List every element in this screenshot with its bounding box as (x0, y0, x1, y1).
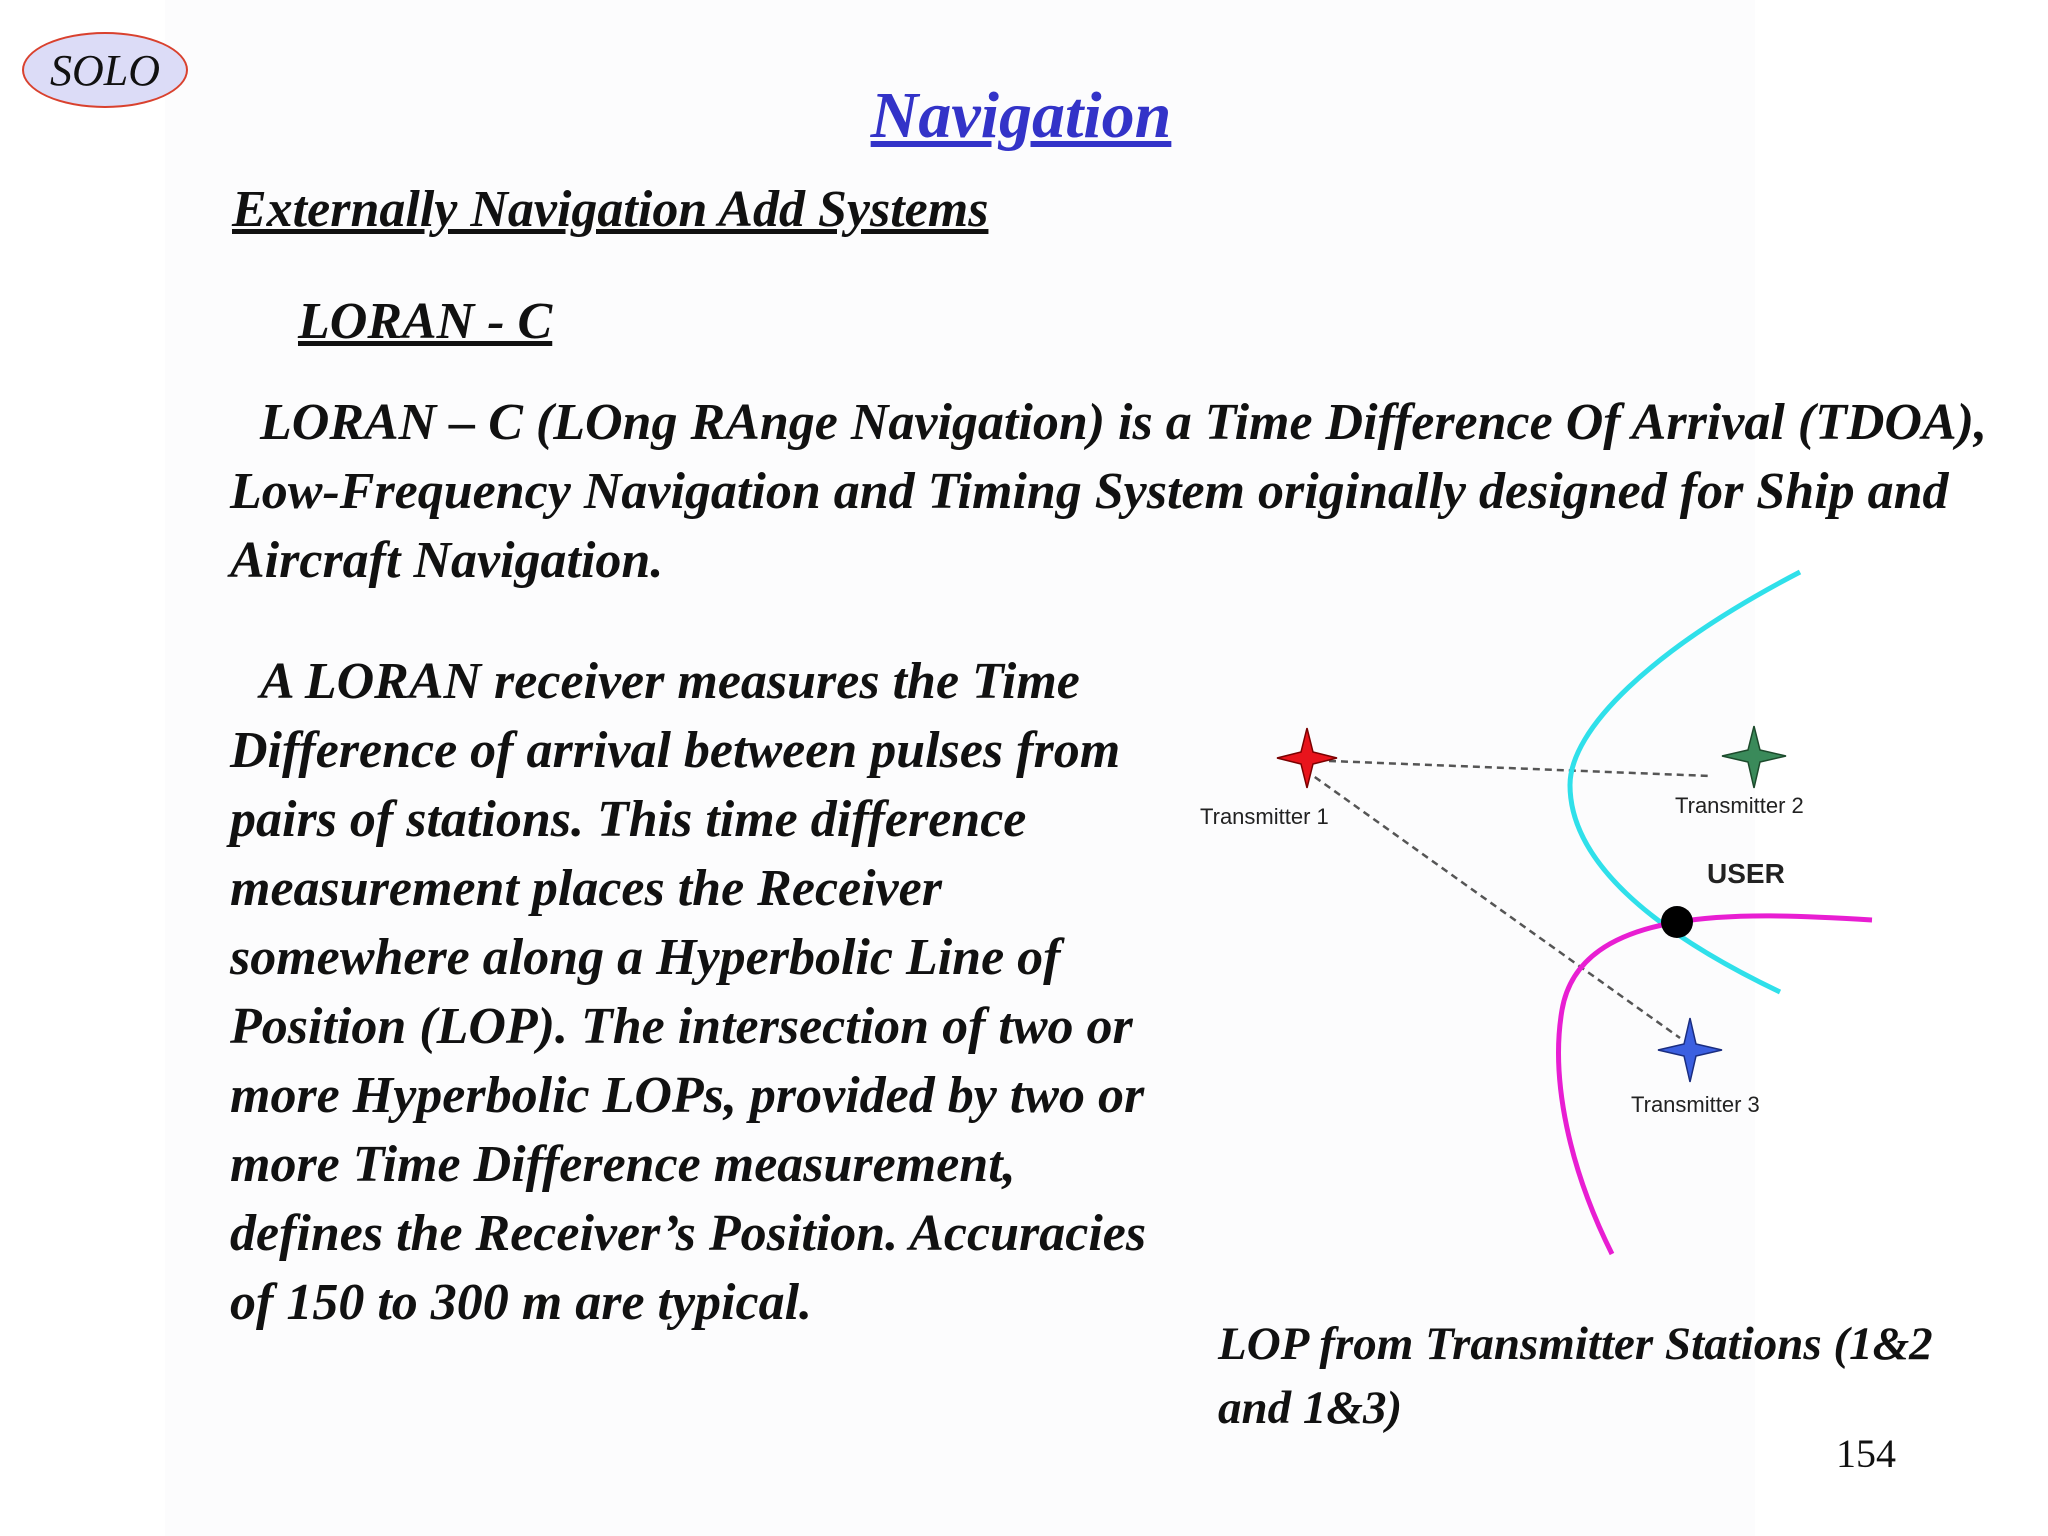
page-title-container (0, 78, 2048, 154)
logo-text: SOLO (49, 45, 161, 95)
baseline-1-2 (1305, 760, 1710, 776)
transmitter-3-label: Transmitter 3 (1631, 1092, 1760, 1117)
page-number: 154 (1836, 1431, 1896, 1476)
transmitter-2-star-icon (1722, 726, 1786, 788)
paragraph-loran-receiver: A LORAN receiver measures the Time Difference of arrival between pulses from pairs of stations. This time difference measurement places the Receiver somewhere along a Hyperbolic Line of Position (LOP). The intersection of two or more Hyperbolic LOPs, provided by two or more Time Difference measurement, defines the Receiver’s Position. Accuracies of 150 to 300 m are typical. (230, 653, 1147, 1331)
user-label: USER (1707, 858, 1785, 889)
transmitter-2-label: Transmitter 2 (1675, 793, 1804, 818)
transmitter-3-star-icon (1658, 1018, 1722, 1082)
baseline-1-3 (1305, 770, 1680, 1038)
user-position-dot (1661, 906, 1693, 938)
lop-diagram (1180, 560, 1900, 1280)
subheading: Externally Navigation Add Systems (232, 181, 989, 238)
transmitter-1-star-icon (1277, 728, 1337, 788)
lop-1-3-curve (1559, 916, 1872, 1254)
page-title: Navigation (870, 79, 1172, 152)
transmitter-1-label: Transmitter 1 (1200, 804, 1329, 829)
section-heading: LORAN - C (298, 293, 553, 350)
diagram-caption: LOP from Transmitter Stations (1&2 and 1&3) (1218, 1318, 1933, 1434)
paragraph-loran-definition: LORAN – C (LOng RAnge Navigation) is a Time Difference Of Arrival (TDOA), Low-Frequency Navigation and Timing System originally designed for Ship and Aircraft Navigation. (230, 394, 1987, 589)
